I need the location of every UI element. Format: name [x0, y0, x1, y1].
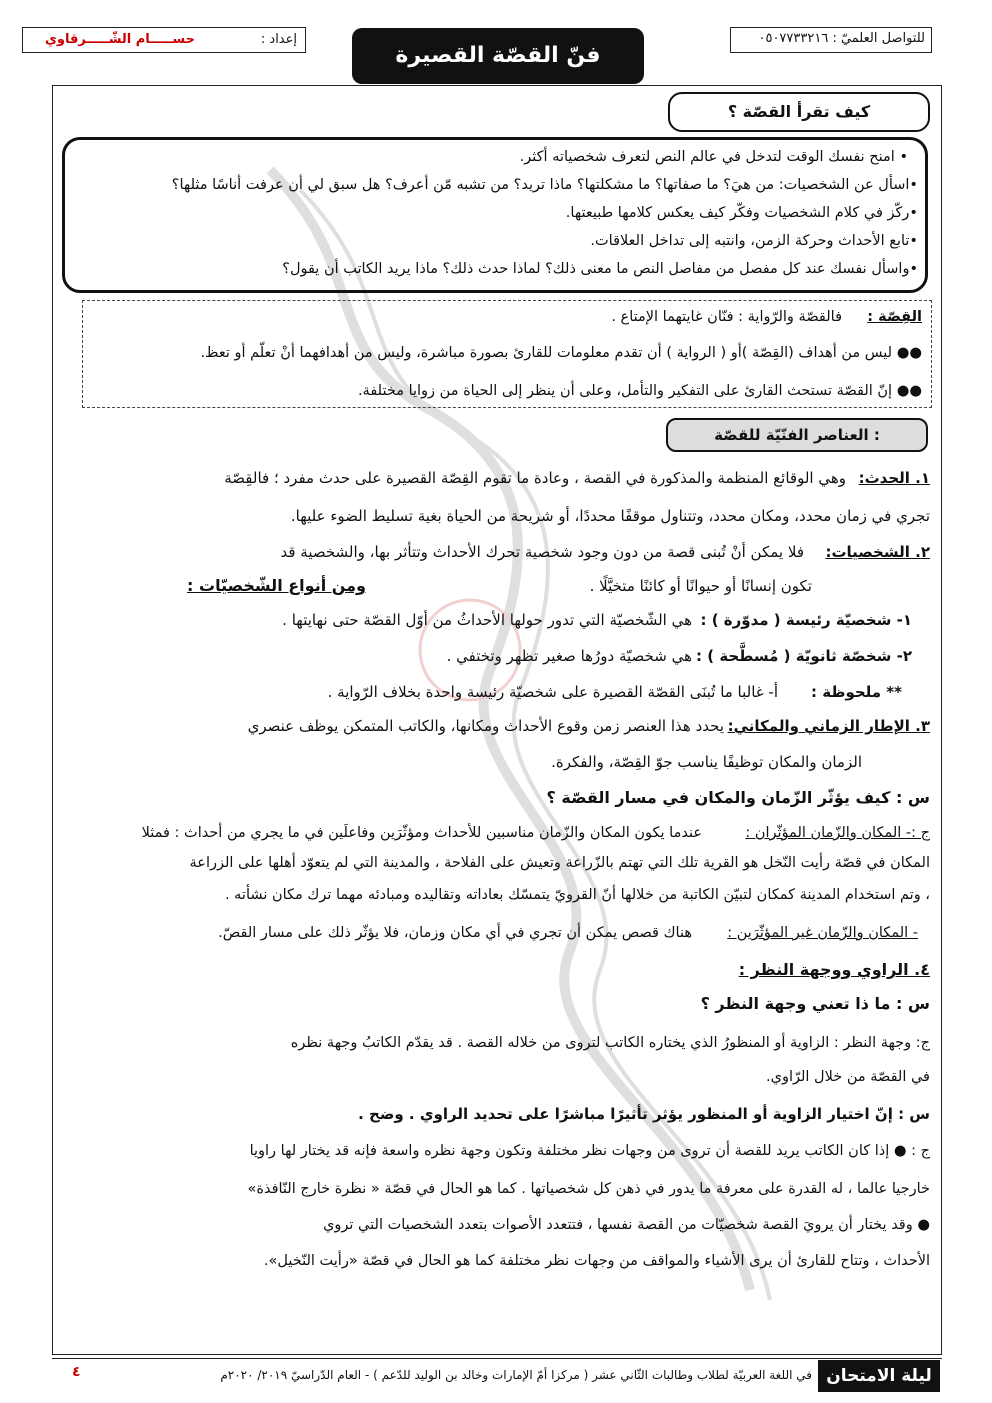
- type-1-label: ١- شخصيّة رئيسة ( مدوّرة ) :: [700, 611, 912, 629]
- question-1: س : كيف يؤثّر الزّمان والمكان في مسار القصّة ؟: [546, 788, 930, 807]
- type-2-text: هي شخصيّة دورُها صغير تظهر وتختفي .: [446, 647, 692, 665]
- characters-title: ٢. الشخصيات:: [825, 543, 930, 561]
- answer-1-line-2: المكان في قصّة رأيت النّخل هو القرية تلك التي تهتم بالزّراعة وتعيش على الفلاحة ، والمدينة التي لم يتعوّد أهلها على الزراعة: [189, 855, 930, 871]
- event-title: ١. الحدث:: [858, 469, 930, 487]
- narrator-title: ٤. الراوي ووجهة النظر :: [738, 960, 930, 979]
- tip-1: • امنح نفسك الوقت لتدخل في عالم النص لتعرف شخصياته أكثر.: [519, 149, 908, 165]
- answer-2-label: - المكان والزّمان غير المؤثّرَين :: [727, 925, 918, 941]
- page-number: ٤: [72, 1364, 81, 1380]
- type-1-text: هي الشّخصيّة التي تدور حولها الأحداثُ من أوّل القصّة حتى نهايتها .: [282, 611, 692, 629]
- characters-text-2: تكون إنسانًا أو حيوانًا أو كائنًا متخيَّلًا .: [589, 577, 812, 595]
- narrator-question-2: س : إنّ اختيار الزاوية أو المنظور يؤثر تأثيرًا مباشرًا على تحديد الراوي . وضح .: [358, 1105, 930, 1123]
- note-label: ** ملحوظة :: [811, 683, 902, 701]
- setting-text-1: يحدد هذا العنصر زمن وقوع الأحداث ومكانها، والكاتب المتمكن يوظف عنصري: [247, 717, 724, 735]
- author-box: [22, 27, 306, 53]
- narrator-answer-2-line-3: ● وقد يختار أن يرويَ القصة شخصيّات من القصة نفسها ، فتتعدد الأصوات بتعدد الشخصيات التي تروي: [323, 1217, 930, 1233]
- footer-text: في اللغة العربيّة لطلاب وطالبات الثّاني عشر ( مركزا أمّ الإمارات وخالد بن الوليد للدّعم ) - العام الدّراسيّ ٢٠١٩/ ٢٠٢٠م: [220, 1368, 812, 1382]
- narrator-answer-2-line-1: ج : ● إذا كان الكاتب يريد للقصة أن تروى من وجهات نظر مختلفة وتكون وجهة نظره واسعة فإنه قد يختار لها راويا: [249, 1143, 930, 1159]
- answer-2-text: هناك قصص يمكن أن تجري في أي مكان وزمان، فلا يؤثّر ذلك على مسار القصّ.: [218, 925, 692, 941]
- contact-box: [730, 27, 932, 53]
- narrator-answer-2-line-4: الأحداث ، وتتاح للقارئ أن يرى الأشياء والمواقف من وجهات نظر مختلفة كما هو الحال في قصّة «رأيت النّخيل».: [263, 1253, 930, 1269]
- page-title: فنّ القصّة القصيرة: [352, 28, 644, 84]
- definition-line: فالقصّة والرّواية : فنّان غايتهما الإمتاع .: [611, 309, 842, 325]
- author-name: حســـــام الشّـــــرقاوي: [45, 32, 196, 47]
- characters-text-1: فلا يمكن أنْ تُبنى قصة من دون وجود شخصية تحرك الأحداث وتتأثر بها، والشخصية قد: [280, 543, 804, 561]
- footer-rule: [52, 1358, 942, 1359]
- setting-title: ٣. الإطار الزماني والمكاني:: [727, 717, 930, 735]
- character-types-heading: ومن أنواع الشّخصيّات :: [187, 576, 366, 595]
- answer-1-label: ج :- المكان والزّمان المؤثّران :: [745, 825, 930, 841]
- footer-brand: ليلة الامتحان: [818, 1360, 940, 1392]
- type-2-label: ٢- شخصّة ثانويّة ( مُسطَّحة ) :: [696, 647, 912, 665]
- tip-4: •تابع الأحداث وحركة الزمن، وانتبه إلى تداخل العلاقات.: [590, 233, 918, 249]
- definition-bullet-1: ●● ليس من أهداف (القِصّة )أو ( الرواية ) أن تقدم معلومات للقارئ بصورة مباشرة، وليس من أهدافهما أنْ تعلّم أو تعظ.: [200, 345, 922, 361]
- tip-5: •واسأل نفسك عند كل مفصل من مفاصل النص ما معنى ذلك؟ لماذا حدث ذلك؟ ماذا يريد الكاتب أن يقول؟: [282, 261, 918, 277]
- definition-bullet-2: ●● إنّ القصّة تستحث القارئ على التفكير والتأمل، وعلى أن ينظر إلى الحياة من زوايا مختلفة.: [357, 383, 922, 399]
- answer-1-line-1: عندما يكون المكان والزّمان مناسبين للأحداث ومؤثّرَين وفاعلَين في ما يجري من أحداث : فمثلا: [141, 825, 702, 841]
- how-to-read-heading: كيف تقرأ القصّة ؟: [668, 92, 930, 132]
- setting-text-2: الزمان والمكان توظيفًا يناسب جوّ القِصّة، والفكرة.: [551, 753, 862, 771]
- tip-3: •ركّز في كلام الشخصيات وفكّر كيف يعكس كلامها طبيعتها.: [565, 205, 918, 221]
- narrator-answer-2: في القصّة من خلال الرّاوي.: [766, 1069, 930, 1085]
- tip-2: •اسأل عن الشخصيات: من هيَ؟ ما صفاتها؟ ما مشكلتها؟ ماذا تريد؟ من تشبه مّن أعرف؟ هل سبق لي أن عرفت أناسًا مثلها؟: [171, 177, 918, 193]
- definition-label: القِصّة :: [867, 309, 922, 325]
- event-text-2: تجري في زمان محدد، ومكان محدد، وتتناول موقفًا محددًا، أو شريحة من الحياة بغية تسليط الضوء عليها.: [290, 507, 930, 525]
- answer-1-line-3: ، وتم استخدام المدينة كمكان لتبيّن الكاتبة من خلالها أنّ القرويّ يتمسّك بعاداته وتقاليده ومبادئه مهما ترك مكان نشأته .: [224, 887, 930, 903]
- note-text: أ- غالبا ما تُبنَى القصّة القصيرة على شخصيّة رئيسة واحدة بخلاف الرّواية .: [327, 683, 778, 701]
- elements-heading: العناصر الفنّيّة للقصّة :: [666, 418, 928, 452]
- event-text-1: وهي الوقائع المنظمة والمذكورة في القصة ، وعادة ما تقوم القِصّة القصيرة على حدث مفرد ؛ فالقِصّة: [224, 469, 846, 487]
- author-prefix: إعداد :: [260, 32, 297, 47]
- narrator-answer-1: ج: وجهة النظر : الزاوية أو المنظورُ الذي يختاره الكاتب لتروى من خلاله القصة . قد يقدّم الكاتبُ وجهة نظره: [290, 1035, 930, 1051]
- contact-label: للتواصل العلميّ : ٠٥٠٧٧٣٣٢١٦: [758, 31, 925, 46]
- narrator-answer-2-line-2: خارجيا عالما ، له القدرة على معرفة ما يدور في ذهن كل شخصياتها . كما هو الحال في قصّة « نظرة خارج النّافذة»: [247, 1181, 930, 1197]
- narrator-question: س : ما ذا تعني وجهة النظر ؟: [700, 994, 930, 1013]
